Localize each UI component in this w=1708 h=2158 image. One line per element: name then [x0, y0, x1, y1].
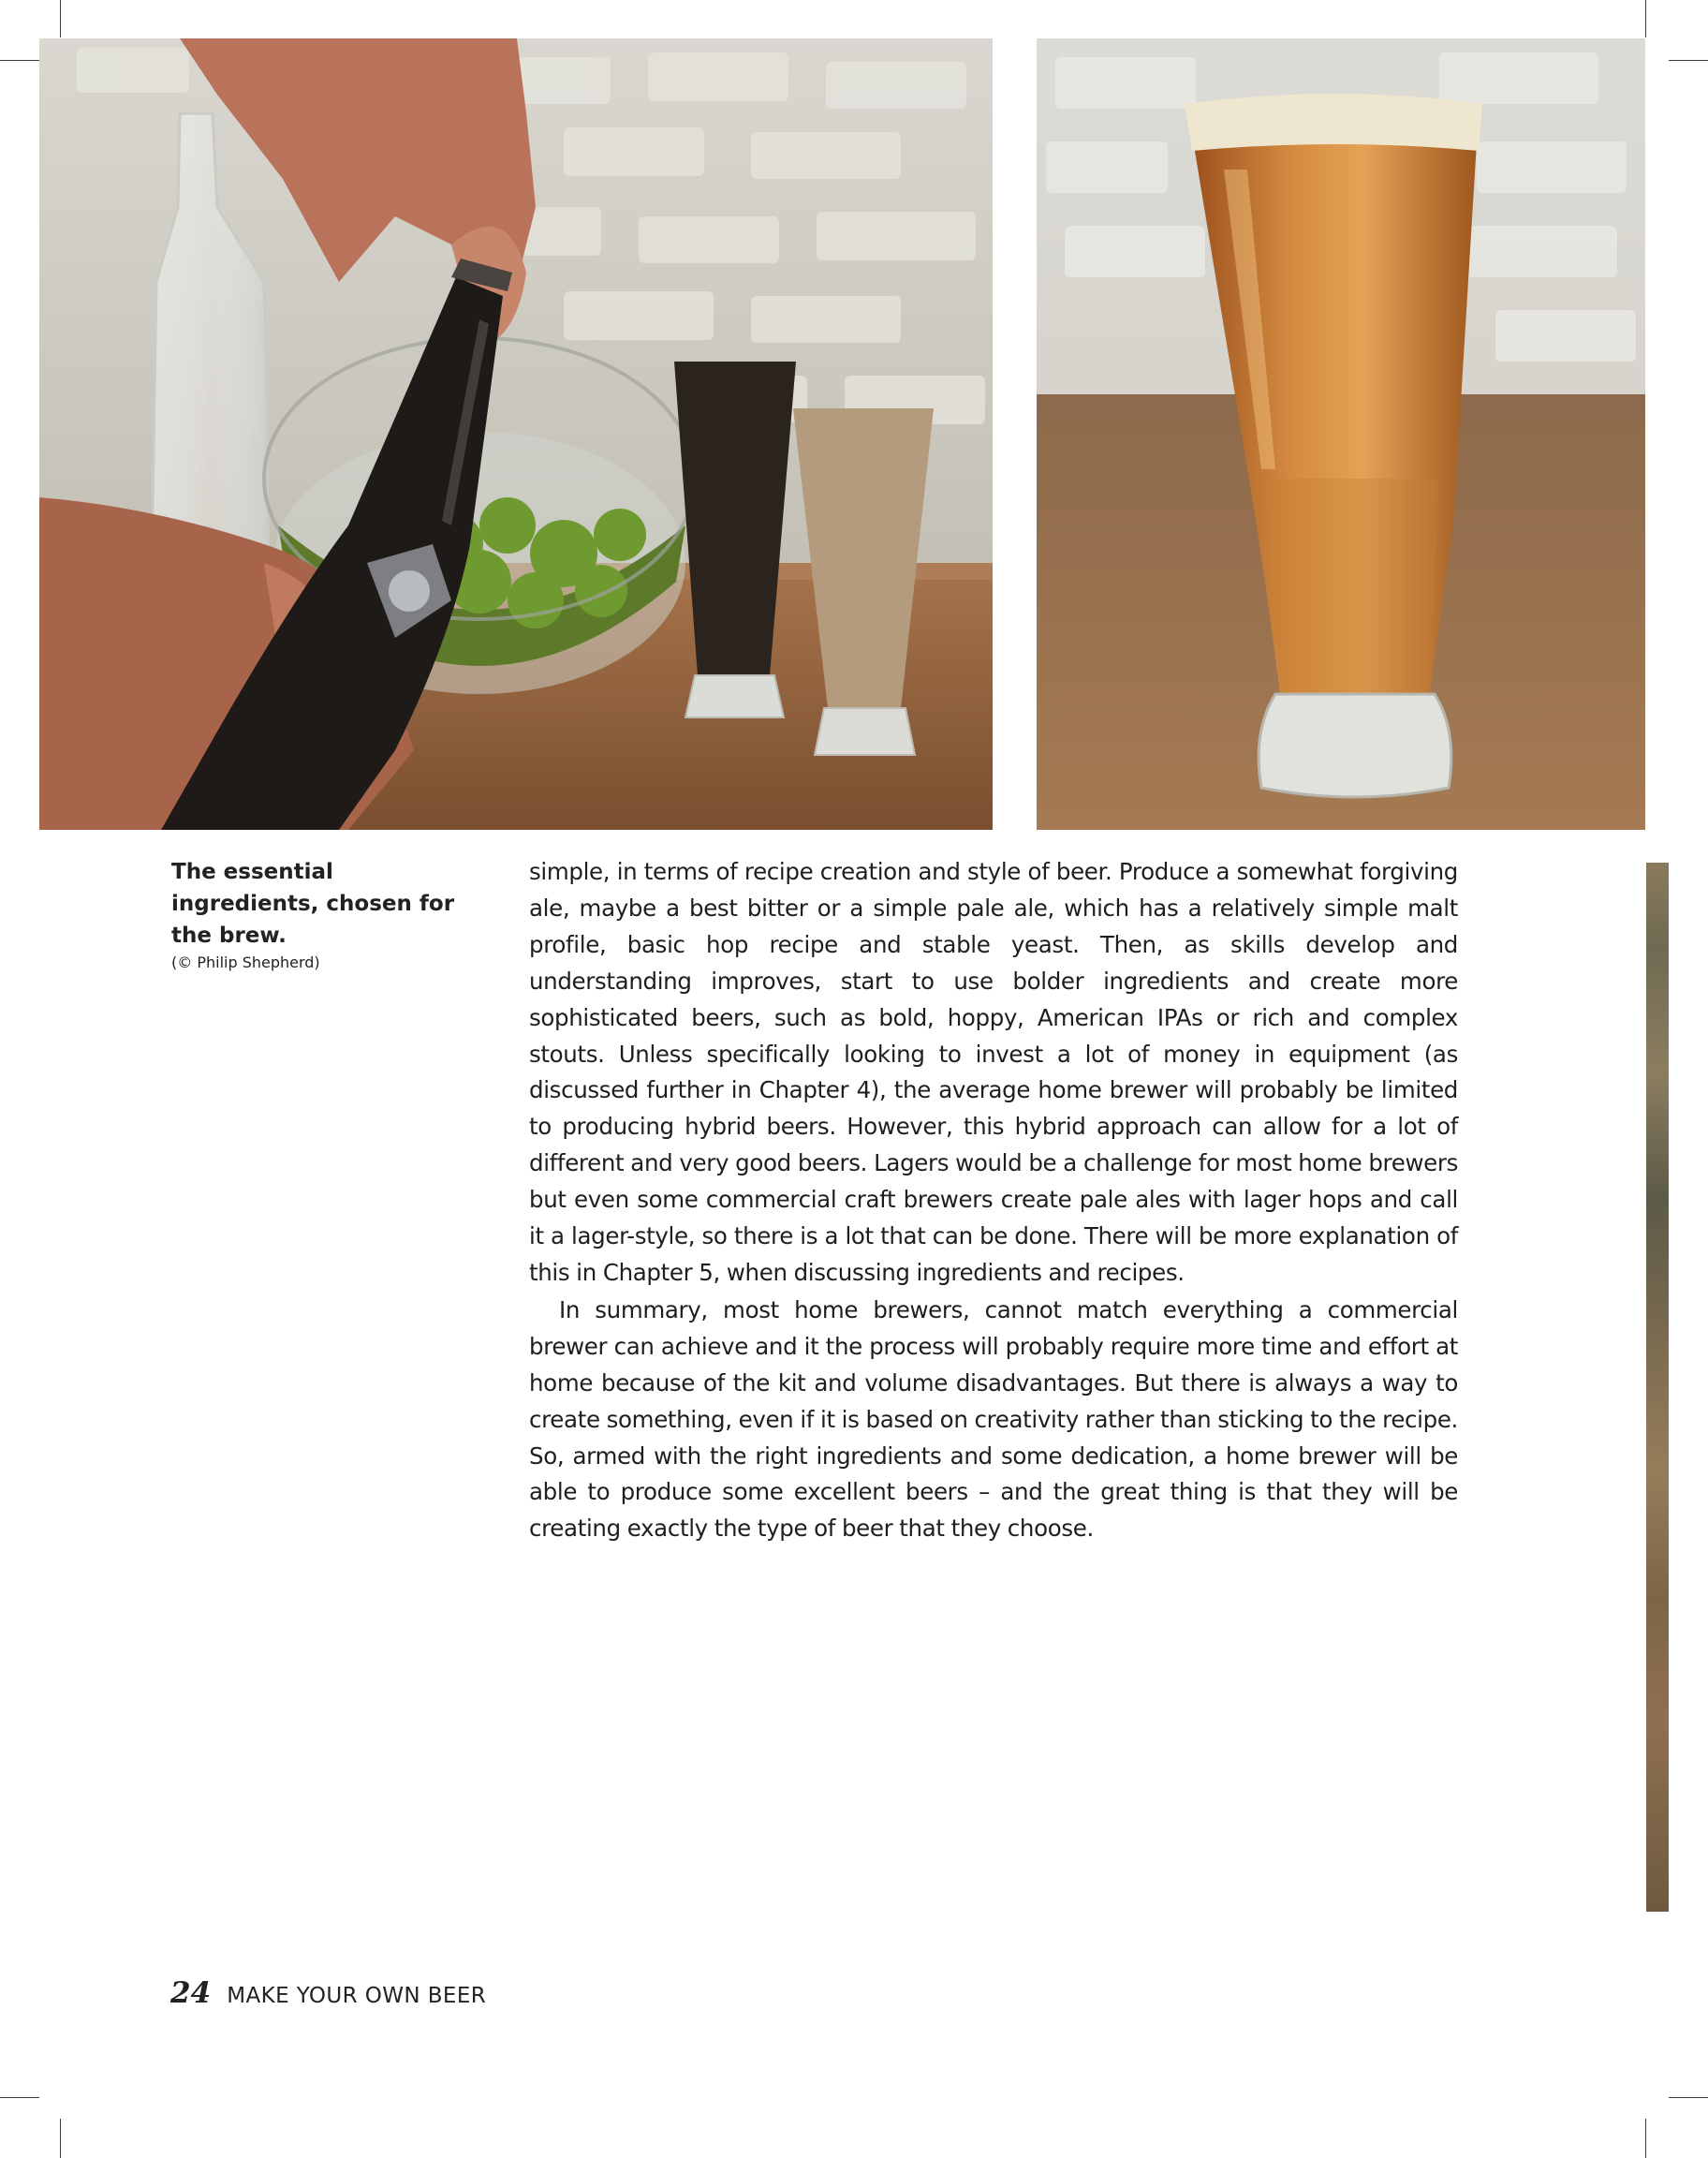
body-paragraph: simple, in terms of recipe creation and style of beer. Produce a somewhat forgiving ale, maybe a best bitter or a simple pale ale, which has a relatively simple malt profile, basic hop recipe and stable yeast. Then, as skills develop and understanding improves, start to use bolder ingredients and create more sophisticated beers, such as bold, hoppy, American IPAs or rich and complex stouts. Unless specifically looking to invest a lot of money in equipment (as discussed further in Chapter 4), the average home brewer will probably be limited to producing hybrid beers. However, this hybrid approach can allow for a lot of different and very good beers. Lagers would be a challenge for most home brewers but even some commercial craft brewers create pale ales with lager hops and call it a lager-style, so there is a lot that can be done. There will be more explanation of this in Chapter 5, when discussing ingredients and recipes. — [529, 858, 1458, 1286]
caption-title: The essential ingredients, chosen for the brew. — [171, 860, 455, 948]
crop-mark — [0, 2097, 39, 2098]
crop-mark — [60, 0, 61, 37]
photo-bottle-hops-malt-icon — [39, 38, 993, 830]
photo-pint-glass-icon — [1037, 38, 1645, 830]
body-paragraph: In summary, most home brewers, cannot match everything a commercial brewer can achieve and it the process will probably require more time and effort at home because of the kit and volume disadvantages. But there is always a way to create something, even if it is based on creativity rather than sticking to the recipe. So, armed with the right ingredients and some dedication, a home brewer will be able to produce some excellent beers – and the great thing is that they will be creating exactly the type of beer that they choose. — [529, 1295, 1458, 1543]
photo-pint-of-beer — [1037, 38, 1645, 830]
crop-mark — [1645, 0, 1646, 37]
edge-image-strip — [1646, 863, 1669, 1912]
crop-mark — [1645, 2119, 1646, 2158]
figure-caption — [171, 856, 480, 973]
crop-mark — [1669, 60, 1708, 61]
body-text — [529, 854, 1458, 1547]
crop-mark — [1669, 2097, 1708, 2098]
page-footer — [170, 1976, 486, 2010]
photo-brewing-ingredients — [39, 38, 993, 830]
running-title: MAKE YOUR OWN BEER — [227, 1984, 487, 2008]
caption-credit: (© Philip Shepherd) — [171, 953, 320, 971]
page-number: 24 — [170, 1976, 212, 2010]
crop-mark — [0, 60, 39, 61]
crop-mark — [60, 2119, 61, 2158]
